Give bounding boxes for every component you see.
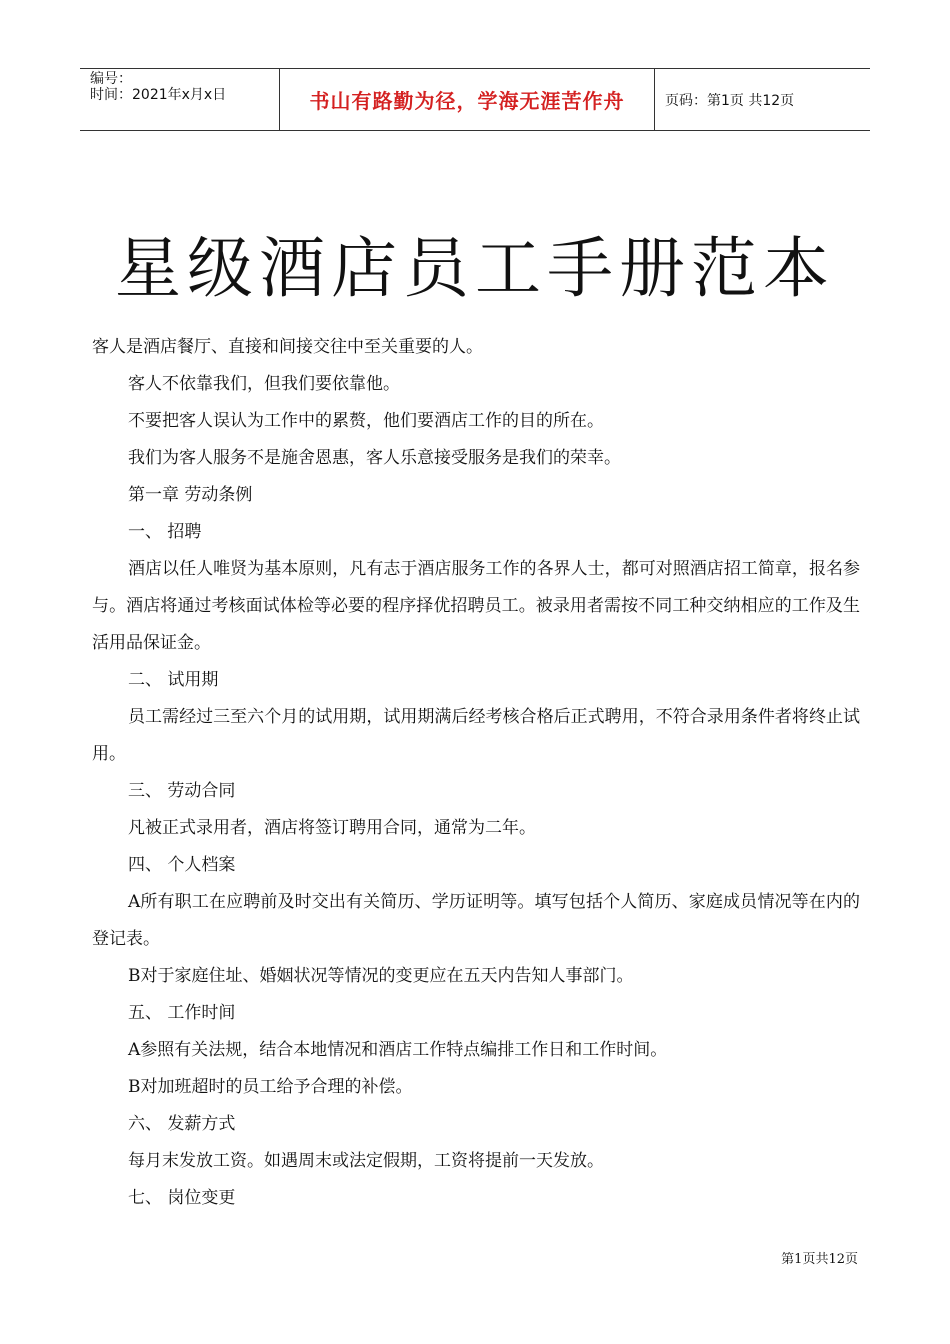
paragraph: 五、 工作时间 [128,1003,236,1023]
paragraph: 我们为客人服务不是施舍恩惠，客人乐意接受服务是我们的荣幸。 [128,448,621,468]
header-meta [80,69,280,130]
paragraph: 二、 试用期 [128,670,219,690]
paragraph: 每月末发放工资。如遇周末或法定假期，工资将提前一天发放。 [128,1151,604,1171]
page-header [80,68,870,131]
number-label: 编号： [90,71,132,87]
paragraph: B对加班超时的员工给予合理的补偿。 [128,1077,413,1097]
paragraph: 一、 招聘 [128,522,202,542]
date-label: 时间：2021年x月x日 [90,87,227,103]
paragraph: 六、 发薪方式 [128,1114,236,1134]
paragraph: 凡被正式录用者，酒店将签订聘用合同，通常为二年。 [128,818,536,838]
paragraph: 客人不依靠我们，但我们要依靠他。 [128,374,400,394]
paragraph: 酒店以任人唯贤为基本原则，凡有志于酒店服务工作的各界人士，都可对照酒店招工简章，报名参与。酒店将通过考核面试体检等必要的程序择优招聘员工。被录用者需按不同工种交纳相应的工作及生活用品保证金。 [92,559,860,653]
header-motto: 书山有路勤为径，学海无涯苦作舟 [280,69,655,130]
paragraph: 客人是酒店餐厅、直接和间接交往中至关重要的人。 [92,337,483,357]
paragraph: 员工需经过三至六个月的试用期，试用期满后经考核合格后正式聘用，不符合录用条件者将终止试用。 [92,707,860,764]
paragraph: B对于家庭住址、婚姻状况等情况的变更应在五天内告知人事部门。 [128,966,634,986]
paragraph: A参照有关法规，结合本地情况和酒店工作特点编排工作日和工作时间。 [128,1040,668,1060]
paragraph: 不要把客人误认为工作中的累赘，他们要酒店工作的目的所在。 [128,411,604,431]
document-body [92,329,860,1217]
paragraph: A所有职工在应聘前及时交出有关简历、学历证明等。填写包括个人简历、家庭成员情况等在内的登记表。 [92,892,860,949]
paragraph: 三、 劳动合同 [128,781,236,801]
paragraph: 四、 个人档案 [128,855,236,875]
page-footer: 第1页共12页 [781,1252,858,1267]
document-title: 星级酒店员工手册范本 [115,230,835,308]
header-page-number: 页码：第1页 共12页 [665,92,795,109]
paragraph: 七、 岗位变更 [128,1188,236,1208]
paragraph: 第一章 劳动条例 [128,485,253,505]
